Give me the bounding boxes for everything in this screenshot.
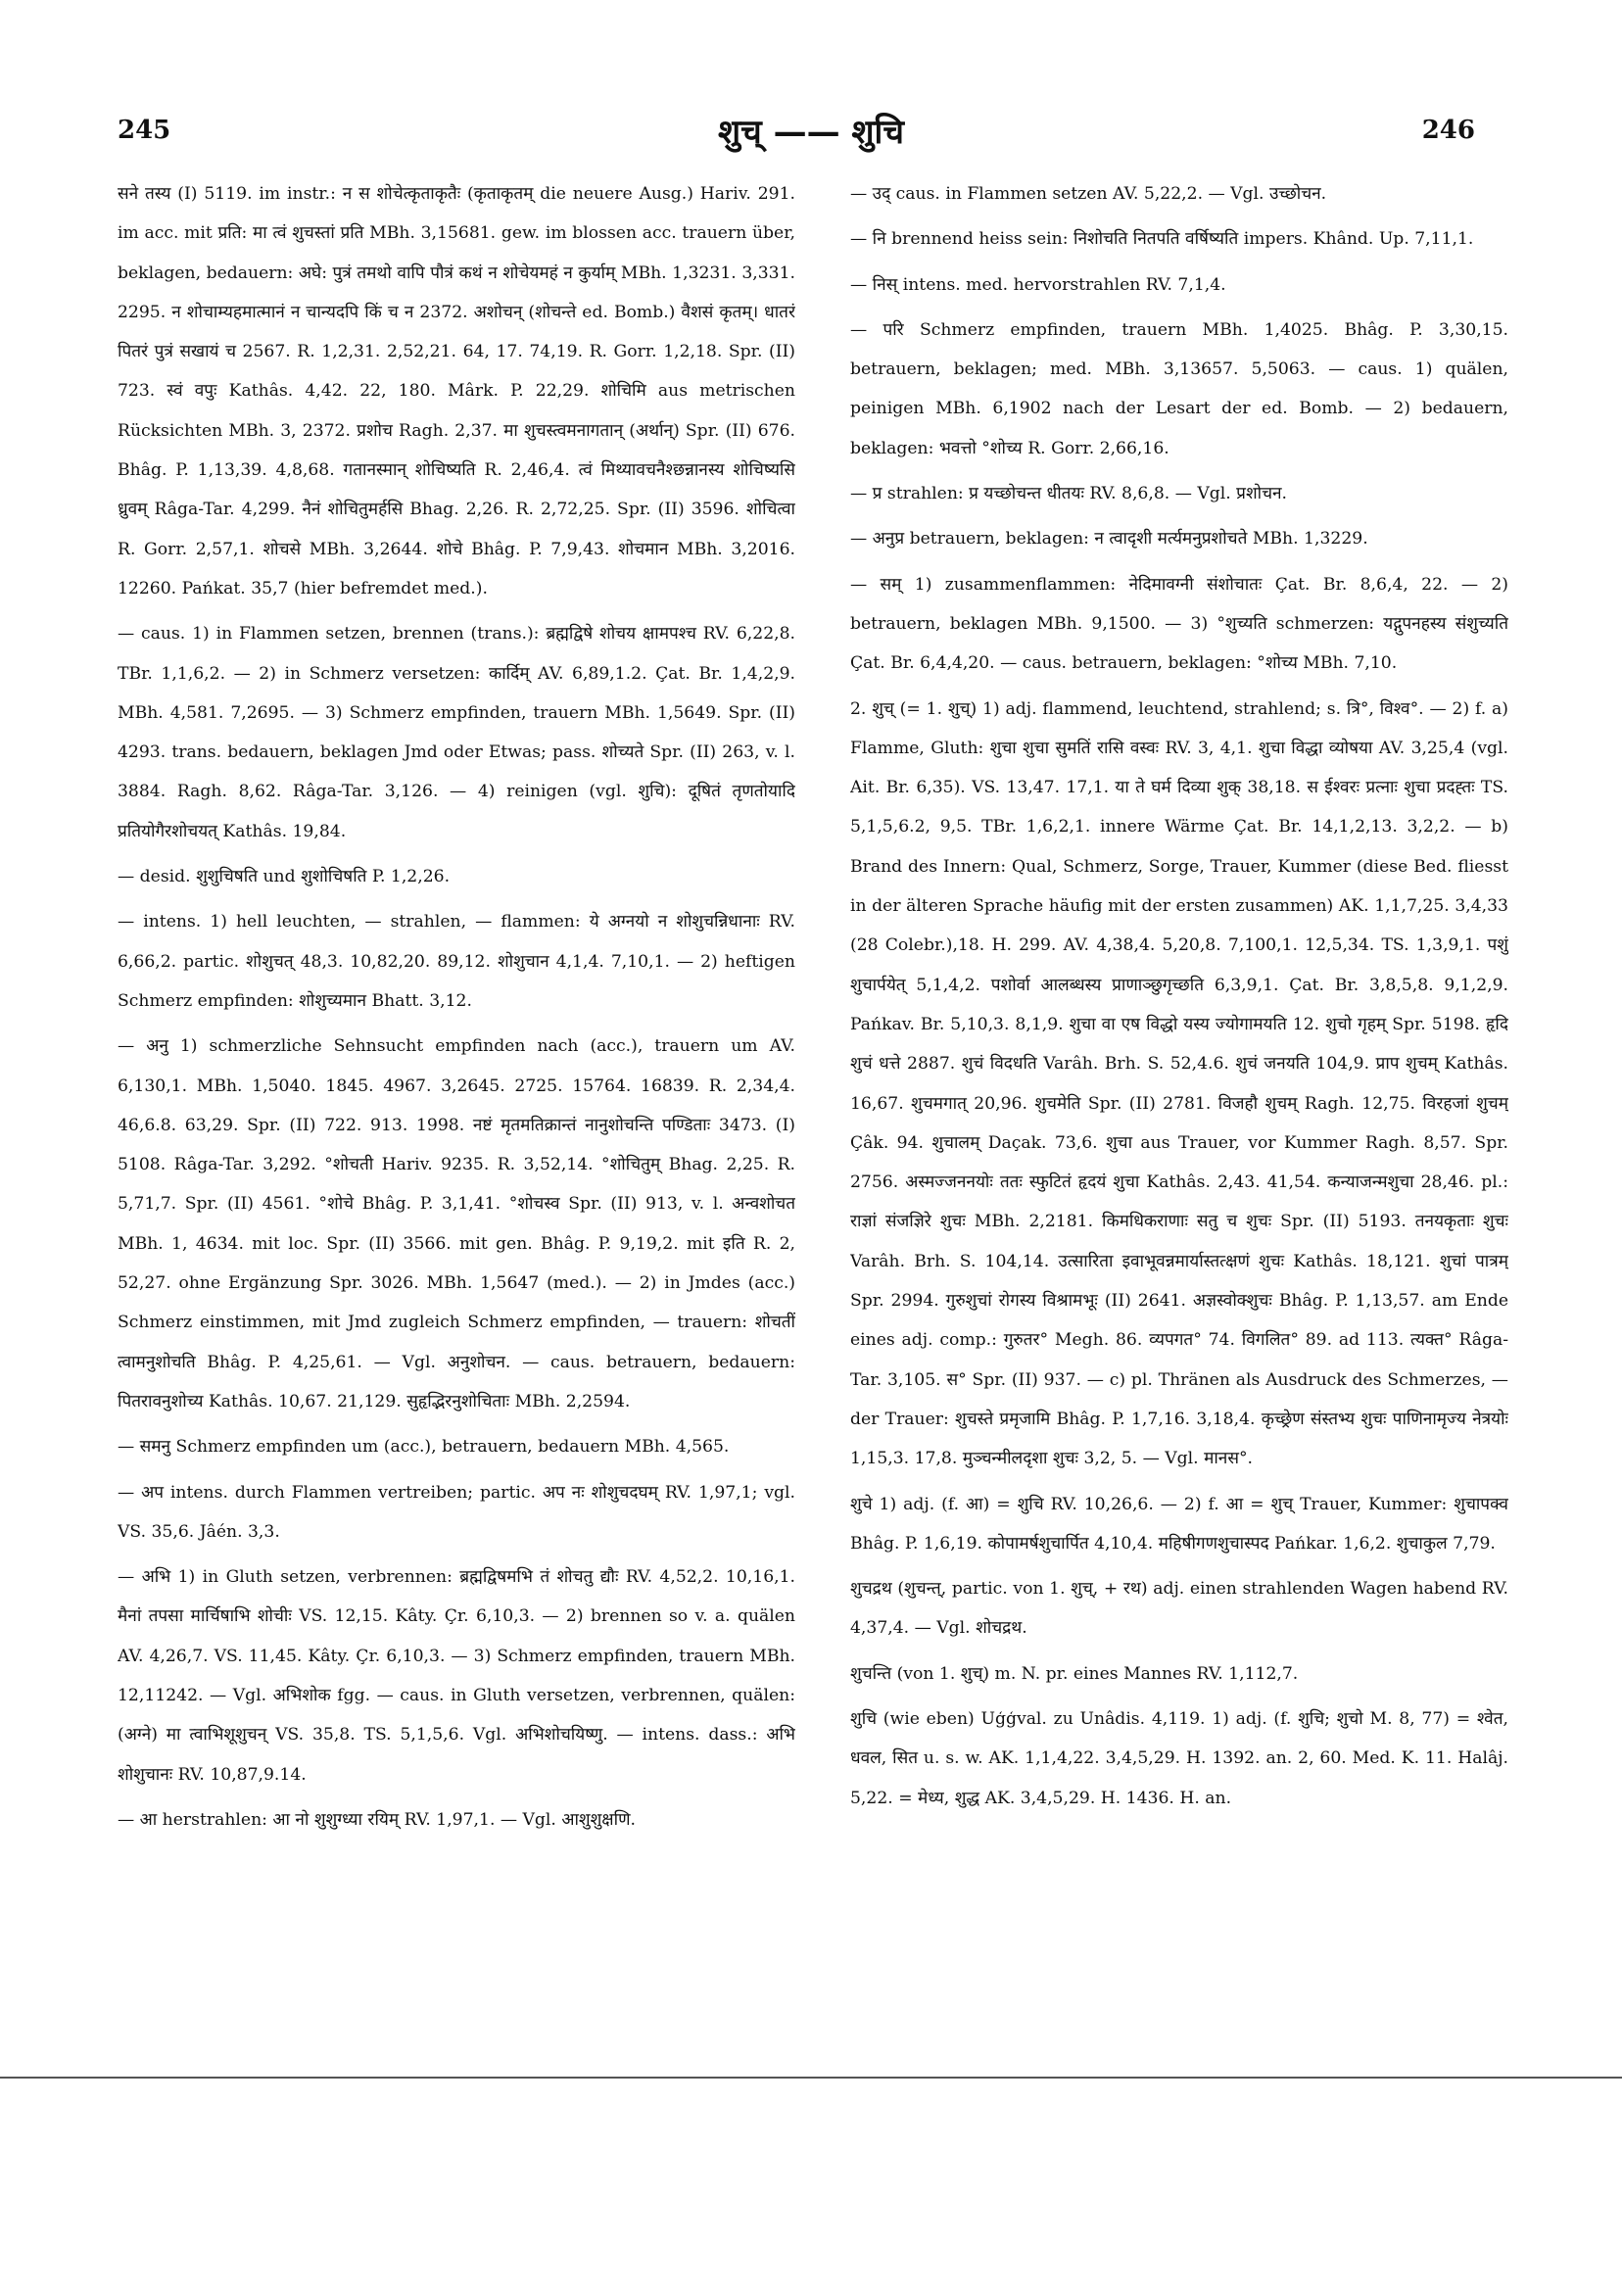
entry-paragraph: — desid. शुशुचिषति und शुशोचिषति P. 1,2,26. (118, 867, 451, 887)
right-column (850, 174, 1508, 2035)
entry-paragraph: — परि Schmerz empfinden, trauern MBh. 1,4025. Bhâg. P. 3,30,15. betrauern, beklagen; med. MBh. 3,13657. 5,5063. — caus. 1) quälen, peinigen MBh. 6,1902 nach der Lesart der ed. Bomb. — 2) bedauern, beklagen: भवत्तो °शोच्य R. Gorr. 2,66,16. (850, 319, 1508, 458)
entry-paragraph: — अभि 1) in Gluth setzen, verbrennen: ब्रह्मद्विषमभि तं शोचतु द्यौः RV. 4,52,2. 10,16,1. मैनां तपसा मार्चिषाभि शोचीः VS. 12,15. Kâty. Çr. 6,10,3. — 2) brennen so v. a. quälen AV. 4,26,7. VS. 11,45. Kâty. Çr. 6,10,3. — 3) Schmerz empfinden, trauern MBh. 12,11242. — Vgl. अभिशोक fgg. — caus. in Gluth versetzen, verbrennen, quälen: (अग्ने) मा त्वाभिशूशुचन् VS. 35,8. TS. 5,1,5,6. Vgl. अभिशोचयिष्णु. — intens. dass.: अभि शोशुचानः RV. 10,87,9.14. (118, 1567, 795, 1785)
entry-paragraph: शुचे 1) adj. (f. आ) = शुचि RV. 10,26,6. — 2) f. आ = शुच् Trauer, Kummer: शुचापक्व Bhâg. P. 1,6,19. कोपामर्षशुचार्पित 4,10,4. महिषीगणशुचास्पद Pańkar. 1,6,2. शुचाकुल 7,79. (850, 1494, 1508, 1554)
entry-paragraph: — अप intens. durch Flammen vertreiben; partic. अप नः शोशुचदघम् RV. 1,97,1; vgl. VS. 35,6. Jâén. 3,3. (118, 1482, 795, 1542)
entry-paragraph: शुचद्रथ (शुचन्त्, partic. von 1. शुच्, + रथ) adj. einen strahlenden Wagen habend RV. 4,37,4. — Vgl. शोचद्रथ. (850, 1579, 1508, 1639)
entry-paragraph: सने तस्य (I) 5119. im instr.: न स शोचेत्कृताकृतैः (कृताकृतम् die neuere Ausg.) Hariv. 291. im acc. mit प्रति: मा त्वं शुचस्तां प्रति MBh. 3,15681. gew. im blossen acc. trauern über, beklagen, bedauern: अघे: पुत्रं तमथो वापि पौत्रं कथं न शोचेयमहं न कुर्याम् MBh. 1,3231. 3,331. 2295. न शोचाम्यहमात्मानं न चान्यदपि किं च न 2372. अशोचन् (शोचन्ते ed. Bomb.) वैशसं कृतम्। धातरं पितरं पुत्रं सखायं च 2567. R. 1,2,31. 2,52,21. 64, 17. 74,19. R. Gorr. 1,2,18. Spr. (II) 723. स्वं वपुः Kathâs. 4,42. 22, 180. Mârk. P. 22,29. शोचिमि aus metrischen Rücksichten MBh. 3, 2372. प्रशोच Ragh. 2,37. मा शुचस्त्वमनागतान् (अर्थान्) Spr. (II) 676. Bhâg. P. 1,13,39. 4,8,68. गतानस्मान् शोचिष्यति R. 2,46,4. त्वं मिथ्यावचनैश्छन्नानस्य शोचिष्यसि ध्रुवम् Râga-Tar. 4,299. नैनं शोचितुमर्हसि Bhag. 2,26. R. 2,72,25. Spr. (II) 3596. शोचित्वा R. Gorr. 2,57,1. शोचसे MBh. 3,2644. शोचे Bhâg. P. 7,9,43. शोचमान MBh. 3,2016. 12260. Pańkat. 35,7 (hier befremdet med.). (118, 184, 795, 598)
entry-paragraph: — caus. 1) in Flammen setzen, brennen (trans.): ब्रह्मद्विषे शोचय क्षामपश्च RV. 6,22,8. TBr. 1,1,6,2. — 2) in Schmerz versetzen: कार्दिम् AV. 6,89,1.2. Çat. Br. 1,4,2,9. MBh. 4,581. 7,2695. — 3) Schmerz empfinden, trauern MBh. 1,5649. Spr. (II) 4293. trans. bedauern, beklagen Jmd oder Etwas; pass. शोच्यते Spr. (II) 263, v. l. 3884. Ragh. 8,62. Râga-Tar. 3,126. — 4) reinigen (vgl. शुचि): दूषितं तृणतोयादि प्रतियोगैरशोचयत् Kathâs. 19,84. (118, 624, 795, 841)
left-column (118, 174, 795, 2035)
entry-paragraph: — निस् intens. med. hervorstrahlen RV. 7,1,4. (850, 274, 1226, 295)
entry-paragraph: — अनु 1) schmerzliche Sehnsucht empfinden nach (acc.), trauern um AV. 6,130,1. MBh. 1,5040. 1845. 4967. 3,2645. 2725. 15764. 16839. R. 2,34,4. 46,6.8. 63,29. Spr. (II) 722. 913. 1998. नष्टं मृतमतिक्रान्तं नानुशोचन्ति पण्डिताः 3473. (I) 5108. Râga-Tar. 3,292. °शोचती Hariv. 9235. R. 3,52,14. °शोचितुम् Bhag. 2,25. R. 5,71,7. Spr. (II) 4561. °शोचे Bhâg. P. 3,1,41. °शोचस्व Spr. (II) 913, v. l. अन्वशोचत MBh. 1, 4634. mit loc. Spr. (II) 3566. mit gen. Bhâg. P. 9,19,2. mit इति R. 2, 52,27. ohne Ergänzung Spr. 3026. MBh. 1,5647 (med.). — 2) in Jmdes (acc.) Schmerz einstimmen, mit Jmd zugleich Schmerz empfinden, — trauern: शोचतीं त्वामनुशोचति Bhâg. P. 4,25,61. — Vgl. अनुशोचन. — caus. betrauern, bedauern: पितरावनुशोच्य Kathâs. 10,67. 21,129. सुहृद्भिरनुशोचिताः MBh. 2,2594. (118, 1036, 795, 1411)
bottom-divider (0, 2077, 1622, 2079)
entry-paragraph: शुचि (wie eben) Uģģval. zu Unâdis. 4,119. 1) adj. (f. शुचि; शुचो M. 8, 77) = श्वेत, धवल, सित u. s. w. AK. 1,1,4,22. 3,4,5,29. H. 1392. an. 2, 60. Med. K. 11. Halâj. 5,22. = मेध्य, शुद्ध AK. 3,4,5,29. H. 1436. H. an. (850, 1708, 1508, 1808)
entry-paragraph: — उद् caus. in Flammen setzen AV. 5,22,2. — Vgl. उच्छोचन. (850, 184, 1327, 204)
entry-paragraph: शुचन्ति (von 1. शुच्) m. N. pr. eines Mannes RV. 1,112,7. (850, 1663, 1299, 1684)
left-page-number: 245 (118, 116, 171, 145)
entry-paragraph: — समनु Schmerz empfinden um (acc.), betrauern, bedauern MBh. 4,565. (118, 1437, 730, 1458)
entry-paragraph: — आ herstrahlen: आ नो शुशुग्ध्या रयिम् RV. 1,97,1. — Vgl. आशुशुक्षणि. (118, 1809, 636, 1830)
entry-paragraph: — नि brennend heiss sein: निशोचति नितपति वर्षिष्यति impers. Khând. Up. 7,11,1. (850, 229, 1474, 250)
entry-paragraph: — intens. 1) hell leuchten, — strahlen, — flammen: ये अग्नयो न शोशुचन्निधानाः RV. 6,66,2. partic. शोशुचत् 48,3. 10,82,20. 89,12. शोशुचान 4,1,4. 7,10,1. — 2) heftigen Schmerz empfinden: शोशुच्यमान Bhatt. 3,12. (118, 912, 795, 1011)
page-heading: शुच् —— शुचि (718, 113, 904, 152)
entry-paragraph: — प्र strahlen: प्र यच्छोचन्त धीतयः RV. 8,6,8. — Vgl. प्रशोचन. (850, 484, 1288, 504)
right-page-number: 246 (1421, 116, 1475, 145)
entry-paragraph: 2. शुच् (= 1. शुच्) 1) adj. flammend, leuchtend, strahlend; s. त्रि°, विश्व°. — 2) f. a) Flamme, Gluth: शुचा शुचा सुमतिं रासि वस्वः RV. 3, 4,1. शुचा विद्धा व्योषया AV. 3,25,4 (vgl. Ait. Br. 6,35). VS. 13,47. 17,1. या ते घर्म दिव्या शुक् 38,18. स ईश्वरः प्रत्नाः शुचा प्रदह्तः TS. 5,1,5,6.2, 9,5. TBr. 1,6,2,1. innere Wärme Çat. Br. 14,1,2,13. 3,2,2. — b) Brand des Innern: Qual, Schmerz, Sorge, Trauer, Kummer (diese Bed. fliesst in der älteren Sprache häufig mit der ersten zusammen) AK. 1,1,7,25. 3,4,33 (28 Colebr.),18. H. 299. AV. 4,38,4. 5,20,8. 7,100,1. 12,5,34. TS. 1,3,9,1. पशुं शुचार्पयेत् 5,1,4,2. पशोर्वा आलब्धस्य प्राणाञ्छुगृच्छति 6,3,9,1. Çat. Br. 3,8,5,8. 9,1,2,9. Pańkav. Br. 5,10,3. 8,1,9. शुचा वा एष विद्धो यस्य ज्योगामयति 12. शुचो गृहम् Spr. 5198. हृदि शुचं धत्ते 2887. शुचं विदधति Varâh. Brh. S. 52,4.6. शुचं जनयति 104,9. प्राप शुचम् Kathâs. 16,67. शुचमगात् 20,96. शुचमेति Spr. (II) 2781. विजहौ शुचम् Ragh. 12,75. विरहजां शुचम् Çâk. 94. शुचालम् Daçak. 73,6. शुचा aus Trauer, vor Kummer Ragh. 8,57. Spr. 2756. अस्मज्जननयोः ततः स्फुटितं हृदयं शुचा Kathâs. 2,43. 41,54. कन्याजन्मशुचा 28,46. pl.: राज्ञां संजज्ञिरे शुचः MBh. 2,2181. किमधिकराणाः सतु च शुचः Spr. (II) 5193. तनयकृताः शुचः Varâh. Brh. S. 104,14. उत्सारिता इवाभूवन्नमार्यास्तत्क्षणं शुचः Kathâs. 18,121. शुचां पात्रम् Spr. 2994. गुरुशुचां रोगस्य विश्रामभूः (II) 2641. अज्ञस्वोक्शुचः Bhâg. P. 1,13,57. am Ende eines adj. comp.: गुरुतर° Megh. 86. व्यपगत° 74. विगलित° 89. ad 113. त्यक्त° Râga-Tar. 3,105. स° Spr. (II) 937. — c) pl. Thränen als Ausdruck des Schmerzes, — der Trauer: शुचस्ते प्रमृजामि Bhâg. P. 1,7,16. 3,18,4. कृच्छ्रेण संस्तभ्य शुचः पाणिनामृज्य नेत्रयोः 1,15,3. 17,8. मुञ्चन्मीलदृशा शुचः 3,2, 5. — Vgl. मानस°. (850, 698, 1508, 1469)
entry-paragraph: — अनुप्र betrauern, beklagen: न त्वादृशी मर्त्यमनुप्रशोचते MBh. 1,3229. (850, 529, 1368, 550)
entry-paragraph: — सम् 1) zusammenflammen: नेदिमावग्नी संशोचातः Çat. Br. 8,6,4, 22. — 2) betrauern, beklagen MBh. 9,1500. — 3) °शुच्यति schmerzen: यद्गुपनहस्य संशुच्यति Çat. Br. 6,4,4,20. — caus. betrauern, beklagen: °शोच्य MBh. 7,10. (850, 574, 1508, 674)
